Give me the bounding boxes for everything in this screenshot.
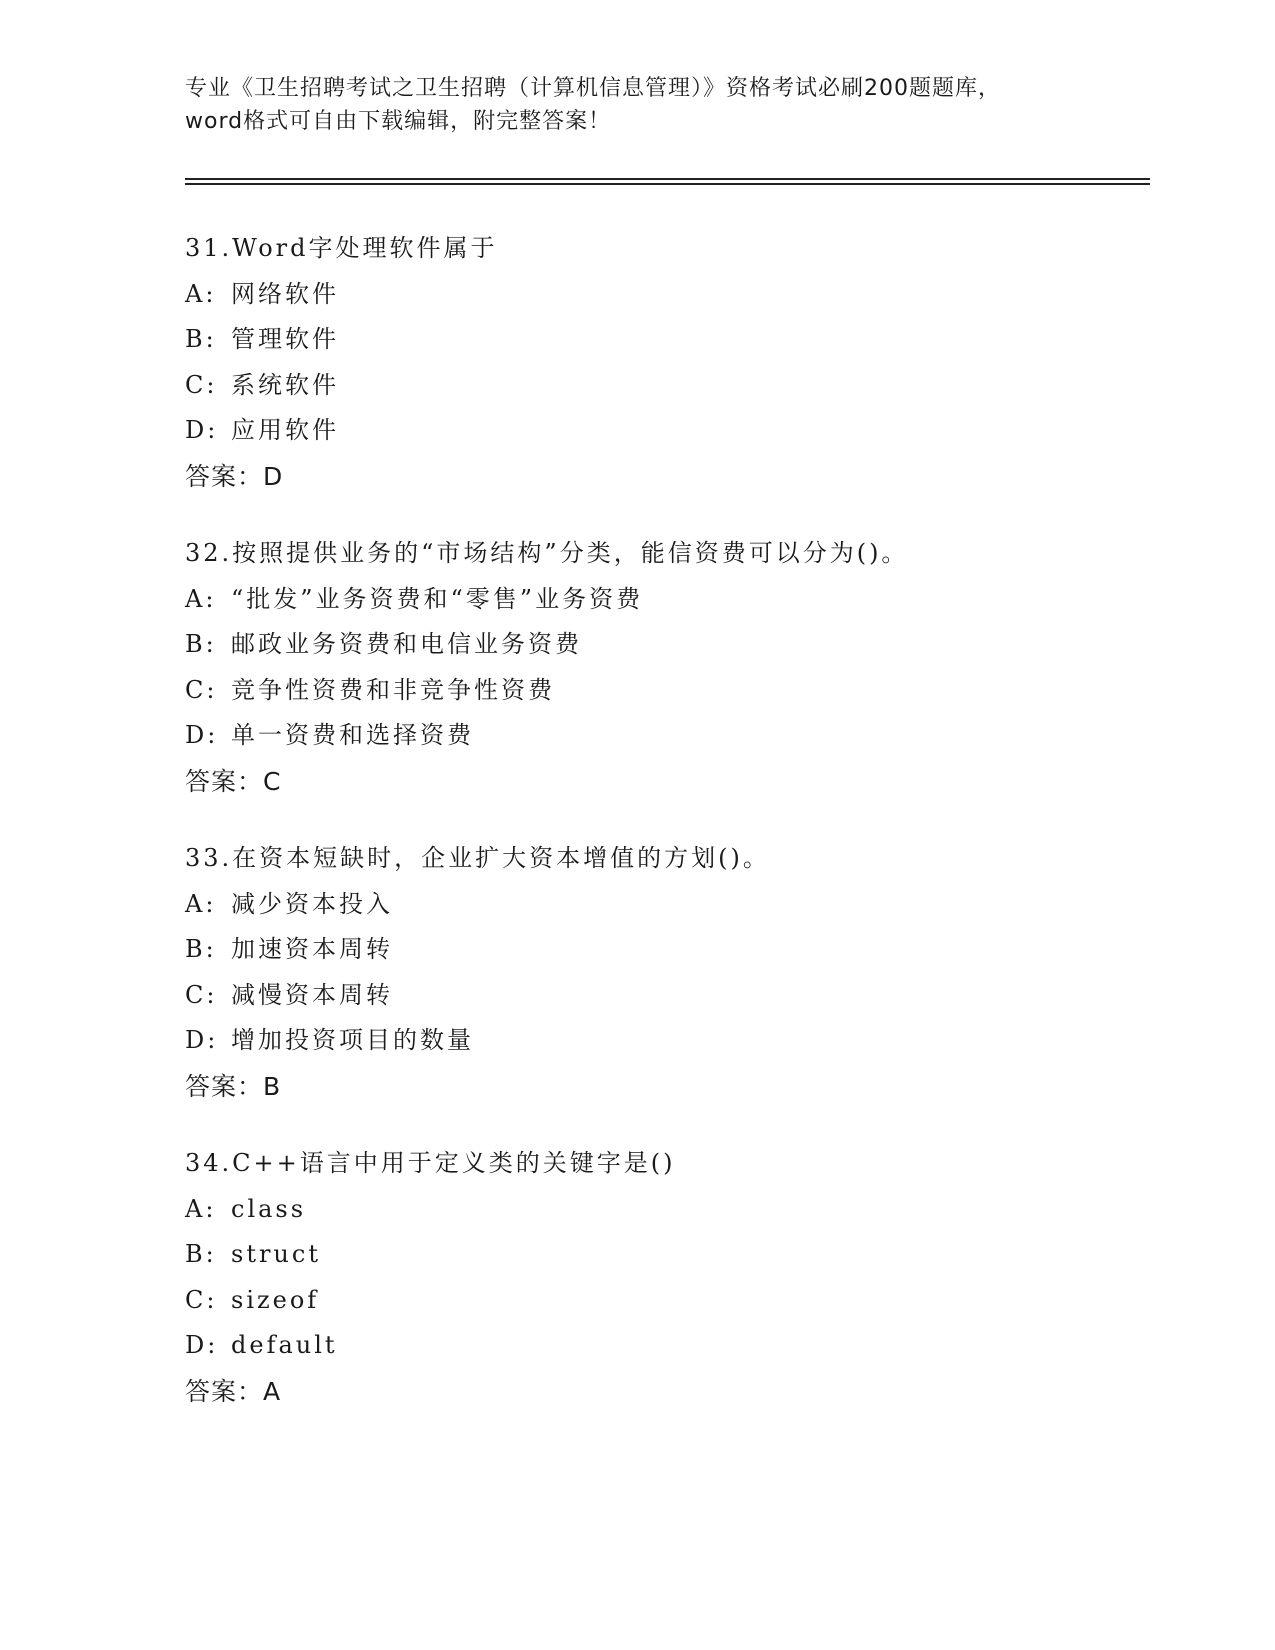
option-d: [185, 408, 1145, 454]
answer-line: [185, 759, 1145, 805]
option-letter: A:: [185, 584, 217, 613]
option-text: 应用软件: [231, 416, 339, 444]
option-a: [185, 1187, 1145, 1233]
header-line-2: word格式可自由下载编辑，附完整答案！: [185, 109, 612, 134]
question-block: [185, 1141, 1145, 1414]
option-a: [185, 577, 1145, 623]
option-letter: D:: [185, 416, 219, 444]
option-b: [185, 927, 1145, 973]
option-text: 单一资费和选择资费: [231, 721, 474, 749]
question-block: [185, 226, 1145, 499]
option-c: [185, 973, 1145, 1019]
option-letter: A:: [185, 889, 217, 918]
option-letter: C:: [185, 675, 218, 704]
option-text: “批发”业务资费和“零售”业务资费: [231, 584, 644, 613]
option-text: 减少资本投入: [231, 889, 393, 918]
option-c: [185, 668, 1145, 714]
option-d: [185, 1018, 1145, 1064]
option-text: 管理软件: [231, 325, 339, 353]
option-letter: D:: [185, 1026, 219, 1054]
header-divider-bottom: [185, 183, 1150, 185]
header-divider-top: [185, 178, 1150, 180]
question-title: 33.在资本短缺时，企业扩大资本增值的方划()。: [185, 844, 770, 872]
question-block: [185, 531, 1145, 804]
option-b: [185, 317, 1145, 363]
option-letter: D:: [185, 1331, 219, 1359]
option-letter: C:: [185, 980, 218, 1009]
option-text: 加速资本周转: [231, 935, 393, 963]
answer-value: B: [263, 1071, 282, 1101]
option-letter: C:: [185, 1285, 218, 1314]
option-text: 竞争性资费和非竞争性资费: [231, 675, 555, 704]
header-line-1: 专业《卫生招聘考试之卫生招聘（计算机信息管理）》资格考试必刷200题题库，: [185, 76, 1001, 101]
option-c: [185, 363, 1145, 409]
answer-label: 答案：: [185, 766, 264, 796]
option-text: sizeof: [231, 1285, 320, 1314]
option-text: 网络软件: [231, 279, 339, 308]
answer-line: [185, 1064, 1145, 1110]
option-b: [185, 1232, 1145, 1278]
option-letter: B:: [185, 935, 217, 963]
answer-value: A: [263, 1376, 282, 1406]
question-title: 34.C++语言中用于定义类的关键字是(): [185, 1149, 676, 1177]
question-block: [185, 836, 1145, 1109]
answer-value: C: [263, 766, 282, 796]
option-text: class: [231, 1194, 307, 1223]
option-d: [185, 713, 1145, 759]
option-letter: A:: [185, 279, 217, 308]
option-text: 减慢资本周转: [231, 980, 393, 1009]
answer-line: [185, 1369, 1145, 1415]
option-d: [185, 1323, 1145, 1369]
option-a: [185, 882, 1145, 928]
option-text: 邮政业务资费和电信业务资费: [231, 630, 582, 658]
option-letter: B:: [185, 1240, 217, 1268]
answer-label: 答案：: [185, 461, 264, 491]
question-title: 31.Word字处理软件属于: [185, 234, 498, 262]
option-letter: B:: [185, 630, 217, 658]
answer-value: D: [263, 461, 284, 491]
document-header: [185, 72, 1085, 138]
option-letter: B:: [185, 325, 217, 353]
option-letter: A:: [185, 1194, 217, 1223]
option-b: [185, 622, 1145, 668]
option-c: [185, 1278, 1145, 1324]
question-title: 32.按照提供业务的“市场结构”分类，能信资费可以分为()。: [185, 539, 909, 567]
option-text: 增加投资项目的数量: [231, 1026, 474, 1054]
option-text: struct: [231, 1240, 321, 1268]
option-text: 系统软件: [231, 370, 339, 399]
option-letter: C:: [185, 370, 218, 399]
option-a: [185, 272, 1145, 318]
option-text: default: [231, 1331, 338, 1359]
answer-label: 答案：: [185, 1376, 264, 1406]
option-letter: D:: [185, 721, 219, 749]
answer-line: [185, 454, 1145, 500]
answer-label: 答案：: [185, 1071, 264, 1101]
